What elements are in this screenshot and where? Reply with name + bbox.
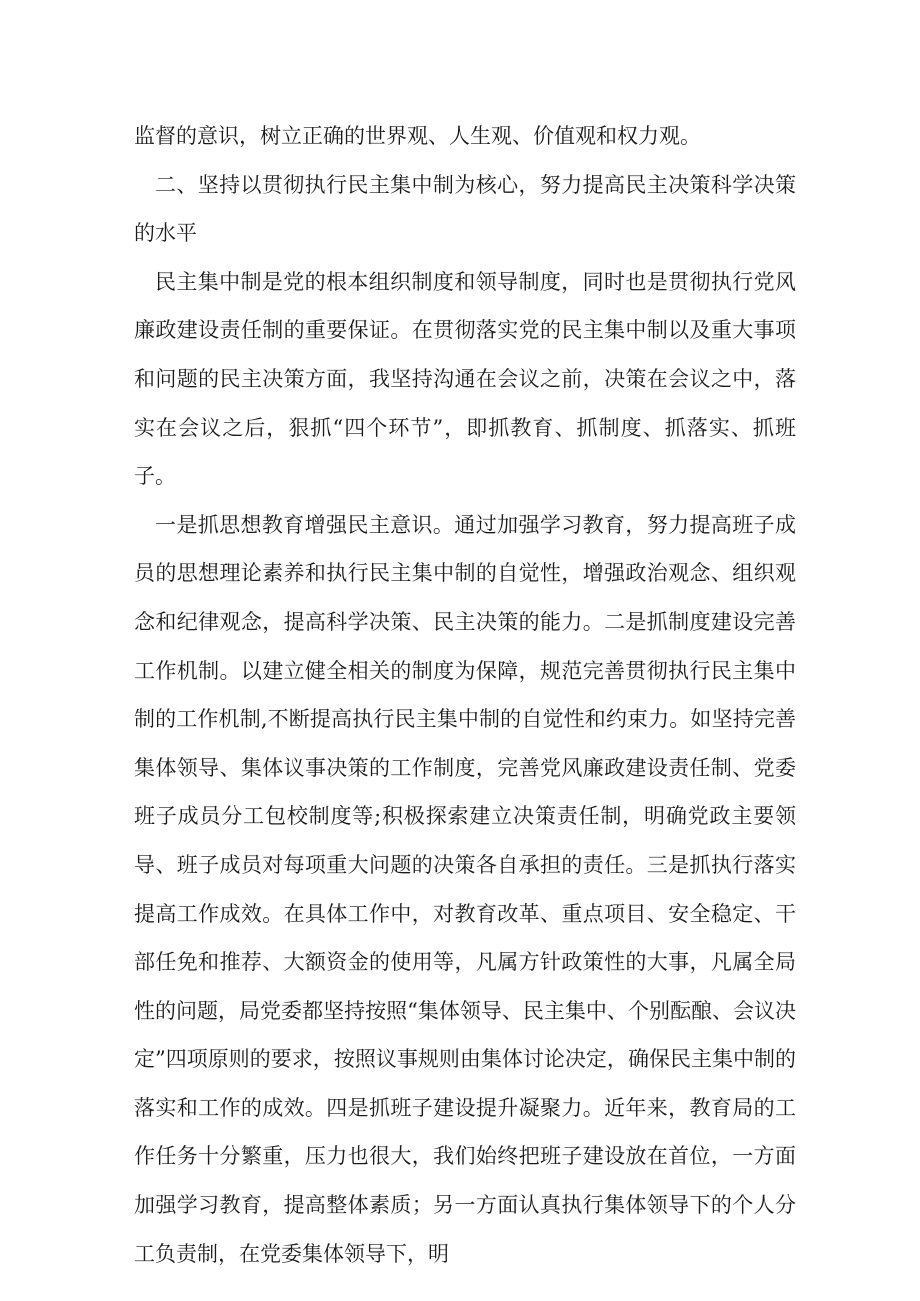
paragraph-continuation: 监督的意识，树立正确的世界观、人生观、价值观和权力观。	[134, 124, 701, 148]
paragraph: 一是抓思想教育增强民主意识。通过加强学习教育，努力提高班子成员的思想理论素养和执行民主集中制的自觉性，增强政治观念、组织观念和纪律观念，提高科学决策、民主决策的能力。二是抓制度建设完善工作机制。以建立健全相关的制度为保障，规范完善贯彻执行民主集中制的工作机制,不断提高执行民主集中制的自觉性和约束力。如坚持完善集体领导、集体议事决策的工作制度，完善党风廉政建设责任制、党委班子成员分工包校制度等;积极探索建立决策责任制，明确党政主要领导、班子成员对每项重大问题的决策各自承担的责任。三是抓执行落实提高工作成效。在具体工作中，对教育改革、重点项目、安全稳定、干部任免和推荐、大额资金的使用等，凡属方针政策性的大事，凡属全局性的问题，局党委都坚持按照“集体领导、民主集中、个别酝酿、会议决定”四项原则的要求，按照议事规则由集体讨论决定，确保民主集中制的落实和工作的成效。四是抓班子建设提升凝聚力。近年来，教育局的工作任务十分繁重，压力也很大，我们始终把班子建设放在首位，一方面加强学习教育，提高整体素质；另一方面认真执行集体领导下的个人分工负责制，在党委集体领导下，明	[134, 512, 796, 1266]
document-body	[134, 112, 796, 1278]
section-heading: 二、坚持以贯彻执行民主集中制为核心，努力提高民主决策科学决策的水平	[134, 172, 796, 246]
paragraph: 民主集中制是党的根本组织制度和领导制度，同时也是贯彻执行党风廉政建设责任制的重要保证。在贯彻落实党的民主集中制以及重大事项和问题的民主决策方面，我坚持沟通在会议之前，决策在会议之中，落实在会议之后，狠抓“四个环节”，即抓教育、抓制度、抓落实、抓班子。	[134, 269, 796, 489]
